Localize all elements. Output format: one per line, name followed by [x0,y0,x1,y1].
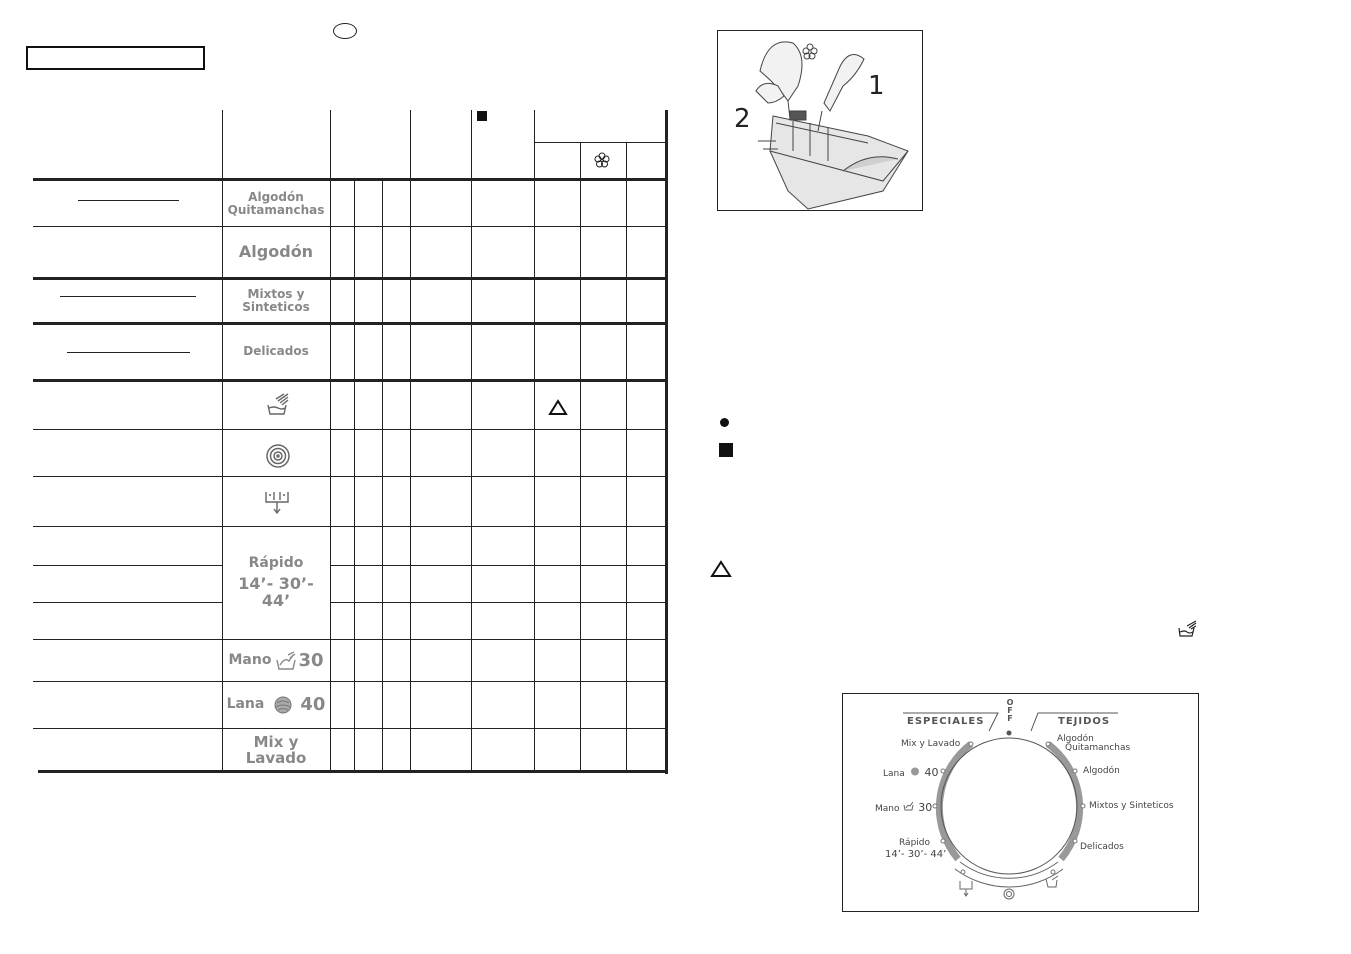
wool-icon [272,695,294,715]
dial-item-mixed-synthetic[interactable]: Mixtos y Sinteticos [1089,801,1174,811]
rinse-icon-small [1177,620,1197,642]
warning-triangle-icon [710,560,732,582]
bullet-dot-icon [720,418,729,427]
program-wool: Lana 40 [226,694,326,716]
dial-header-tejidos: TEJIDOS [1058,716,1111,727]
dial-item-wool[interactable]: Lana 40 [883,766,939,779]
dial-item-handwash[interactable]: Mano 30 [875,801,933,814]
dial-item-quick[interactable]: Rápido [899,838,931,848]
section-title-box [26,46,205,70]
dial-item-cotton-stain-line2: Quitamanchas [1065,743,1131,753]
dial-item-mix-wash[interactable]: Mix y Lavado [901,739,961,749]
flower-icon [594,152,610,172]
detergent-drawer-illustration [717,30,923,211]
prewash-square-icon [477,111,487,121]
program-dial-panel [842,693,1199,912]
triangle-icon [548,399,568,420]
label-2: 2 [734,104,751,134]
program-mix-wash: Mix y Lavado [245,732,307,767]
drain-icon [265,490,289,520]
spin-icon [265,443,291,473]
label-1: 1 [868,71,885,101]
dial-header-especiales: ESPECIALES [907,716,985,727]
dial-item-quick-times: 14’- 30’- 44’ [885,849,947,860]
handwash-icon [275,651,297,671]
program-cotton: Algodón [238,242,314,262]
program-delicates: Delicados [243,344,309,359]
language-badge [333,23,357,39]
dial-item-cotton[interactable]: Algodón [1083,766,1120,776]
program-mixed-synthetic: Mixtos y Sinteticos [242,286,310,314]
rinse-icon [266,393,290,421]
dial-item-cotton-stain[interactable]: Algodón [1057,734,1094,744]
bullet-square-icon [719,443,733,457]
program-cotton-stain: Algodón Quitamanchas [227,189,325,217]
program-quick: Rápido 14’- 30’- 44’ [238,555,314,611]
dial-off-label: OFF [1006,698,1014,723]
dial-item-delicates[interactable]: Delicados [1080,842,1124,852]
program-handwash: Mano 30 [228,649,324,671]
